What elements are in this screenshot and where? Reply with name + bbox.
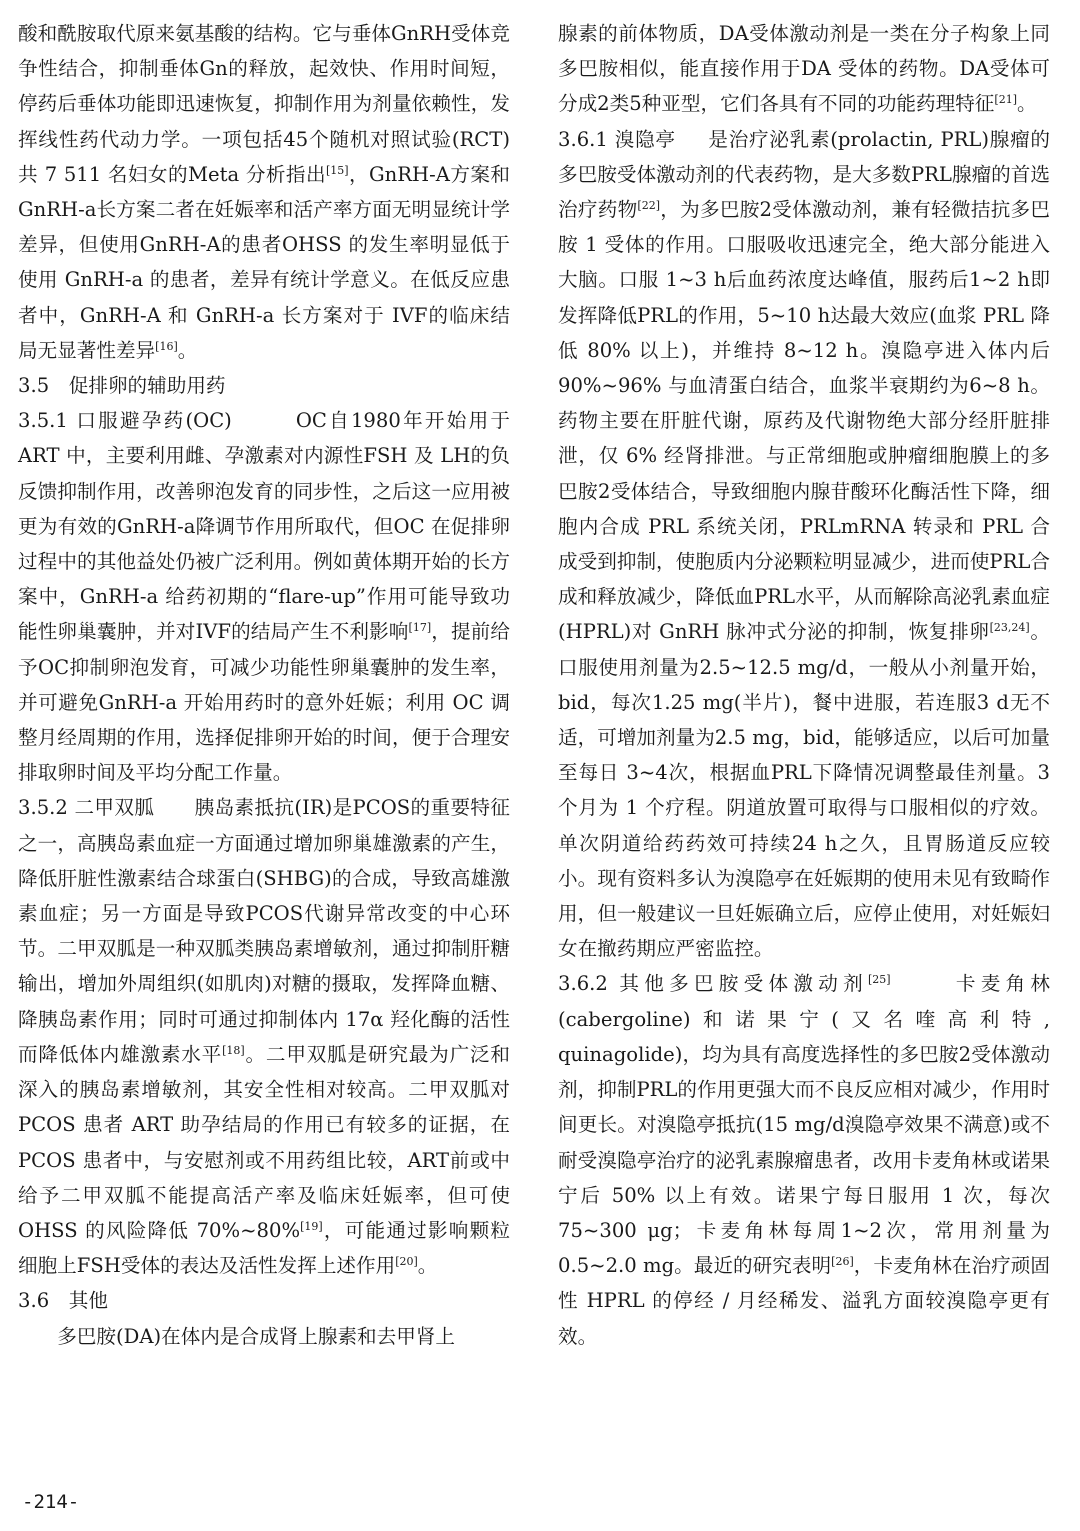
citation: [19] (300, 1219, 323, 1233)
left-column (18, 16, 510, 1354)
paragraph-bromocriptine: 3.6.1 溴隐亭 是治疗泌乳素(prolactin, PRL)腺瘤的多巴胺受体激动剂的代表药物，是大多数PRL腺瘤的首选治疗药物[22]，为多巴胺2受体激动剂，兼有轻微拮抗多巴胺 1 受体的作用。口服吸收迅速完全，绝大部分能进入大脑。口服 1~3 h后血药浓度达峰值，服药后1~2 h即发挥降低PRL的作用，5~10 h达最大效应(血浆 PRL 降低 80% 以上)，并维持 8~12 h。溴隐亭进入体内后 90%~96% 与血清蛋白结合，血浆半衰期约为6~8 h。药物主要在肝脏代谢，原药及代谢物绝大部分经肝脏排泄，仅 6% 经肾排泄。与正常细胞或肿瘤细胞膜上的多巴胺2受体结合，导致细胞内腺苷酸环化酶活性下降，细胞内合成 PRL 系统关闭，PRLmRNA 转录和 PRL 合成受到抑制，使胞质内分泌颗粒明显减少，进而使PRL合成和释放减少，降低血PRL水平，从而解除高泌乳素血症(HPRL)对 GnRH 脉冲式分泌的抑制，恢复排卵[23,24]。口服使用剂量为2.5~12.5 mg/d，一般从小剂量开始，bid，每次1.25 mg(半片)，餐中进服，若连服3 d无不适，可增加剂量为2.5 mg，bid，能够适应，以后可加量至每日 3~4次，根据血PRL下降情况调整最佳剂量。3 个月为 1 个疗程。阴道放置可取得与口服相似的疗效。单次阴道给药药效可持续24 h之久，且胃肠道反应较小。现有资料多认为溴隐亭在妊娠期的使用未见有致畸作用，但一般建议一旦妊娠确立后，应停止使用，对妊娠妇女在撤药期应严密监控。 (558, 127, 1050, 961)
paragraph-da-agonist: 腺素的前体物质，DA受体激动剂是一类在分子构象上同多巴胺相似，能直接作用于DA 受体的药物。DA受体可分成2类5种亚型，它们各具有不同的功能药理特征[21]。 (558, 22, 1050, 116)
citation: [25] (867, 973, 891, 987)
citation: [22] (637, 199, 661, 213)
subsection-heading-3-6-1: 3.6.1 溴隐亭 (558, 127, 676, 151)
right-column (558, 16, 1050, 1354)
citation: [23,24] (989, 621, 1030, 635)
paragraph-metformin: 3.5.2 二甲双胍 胰岛素抵抗(IR)是PCOS的重要特征之一，高胰岛素血症一方面通过增加卵巢雄激素的产生，降低肝脏性激素结合球蛋白(SHBG)的合成，导致高雄激素血症；另一方面是导致PCOS代谢异常改变的中心环节。二甲双胍是一种双胍类胰岛素增敏剂，通过抑制肝糖输出，增加外周组织(如肌肉)对糖的摄取，发挥降血糖、降胰岛素作用；同时可通过抑制体内 17α 羟化酶的活性而降低体内雄激素水平[18]。二甲双胍是研究最为广泛和深入的胰岛素增敏剂，其安全性相对较高。二甲双胍对PCOS 患者 ART 助孕结局的作用已有较多的证据，在 PCOS 患者中，与安慰剂或不用药组比较，ART前或中给予二甲双胍不能提高活产率及临床妊娠率，但可使 OHSS 的风险降低 70%~80%[19]，可能通过影响颗粒细胞上FSH受体的表达及活性发挥上述作用[20]。 (18, 796, 511, 1278)
page-number: -214- (22, 1491, 80, 1513)
subsection-heading-3-5-2: 3.5.2 二甲双胍 (18, 796, 155, 820)
paragraph-oral-contraceptive: 3.5.1 口服避孕药(OC) OC自1980年开始用于ART 中，主要利用雌、孕激素对内源性FSH 及 LH的负反馈抑制作用，改善卵泡发育的同步性，之后这一应用被更为有效的GnRH-a降调节作用所取代，但OC 在促排卵过程中的其他益处仍被广泛利用。例如黄体期开始的长方案中，GnRH-a 给药初期的“flare-up”作用可能导致功能性卵巢囊肿，并对IVF的结局产生不利影响[17]，提前给予OC抑制卵泡发育，可减少功能性卵巢囊肿的发生率，并可避免GnRH-a 开始用药时的意外妊娠；利用 OC 调整月经周期的作用，选择促排卵开始的时间，便于合理安排取卵时间及平均分配工作量。 (18, 409, 511, 785)
paragraph-other-agonists: 3.6.2 其他多巴胺受体激动剂[25] 卡麦角林(cabergoline)和诺果宁(又名喹高利特, quinagolide)，均为具有高度选择性的多巴胺2受体激动剂，抑制PRL的作用更强大而不良反应相对减少，作用时间更长。对溴隐亭抵抗(15 mg/d溴隐亭效果不满意)或不耐受溴隐亭治疗的泌乳素腺瘤患者，改用卡麦角林或诺果宁后 50% 以上有效。诺果宁每日服用 1 次，每次75~300 μg；卡麦角林每周1~2次，常用剂量为 0.5~2.0 mg。最近的研究表明[26]，卡麦角林在治疗顽固性 HPRL 的停经 / 月经稀发、溢乳方面较溴隐亭更有效。 (558, 972, 1051, 1348)
paragraph-gnrh-antagonist: 酸和酰胺取代原来氨基酸的结构。它与垂体GnRH受体竞争性结合，抑制垂体Gn的释放，起效快、作用时间短，停药后垂体功能即迅速恢复，抑制作用为剂量依赖性，发挥线性药代动力学。一项包括45个随机对照试验(RCT)共 7 511 名妇女的Meta 分析指出[15]，GnRH-A方案和GnRH-a长方案二者在妊娠率和活产率方面无明显统计学差异，但使用GnRH-A的患者OHSS 的发生率明显低于使用 GnRH-a 的患者，差异有统计学意义。在低反应患者中，GnRH-A 和 GnRH-a 长方案对于 IVF的临床结局无显著性差异[16]。 (18, 22, 510, 362)
section-heading-3-5: 3.5 促排卵的辅助用药 (18, 374, 226, 398)
citation: [26] (831, 1255, 854, 1269)
citation: [18] (222, 1043, 245, 1057)
section-heading-3-6: 3.6 其他 (18, 1289, 108, 1313)
citation: [21] (994, 93, 1017, 107)
subsection-heading-3-6-2: 3.6.2 其他多巴胺受体激动剂 (558, 972, 868, 996)
subsection-heading-3-5-1: 3.5.1 口服避孕药(OC) (18, 409, 232, 433)
citation: [16] (155, 339, 178, 353)
paragraph-dopamine: 多巴胺(DA)在体内是合成肾上腺素和去甲肾上 (57, 1324, 456, 1348)
citation: [20] (395, 1255, 418, 1269)
citation: [17] (408, 621, 432, 635)
citation: [15] (325, 163, 349, 177)
